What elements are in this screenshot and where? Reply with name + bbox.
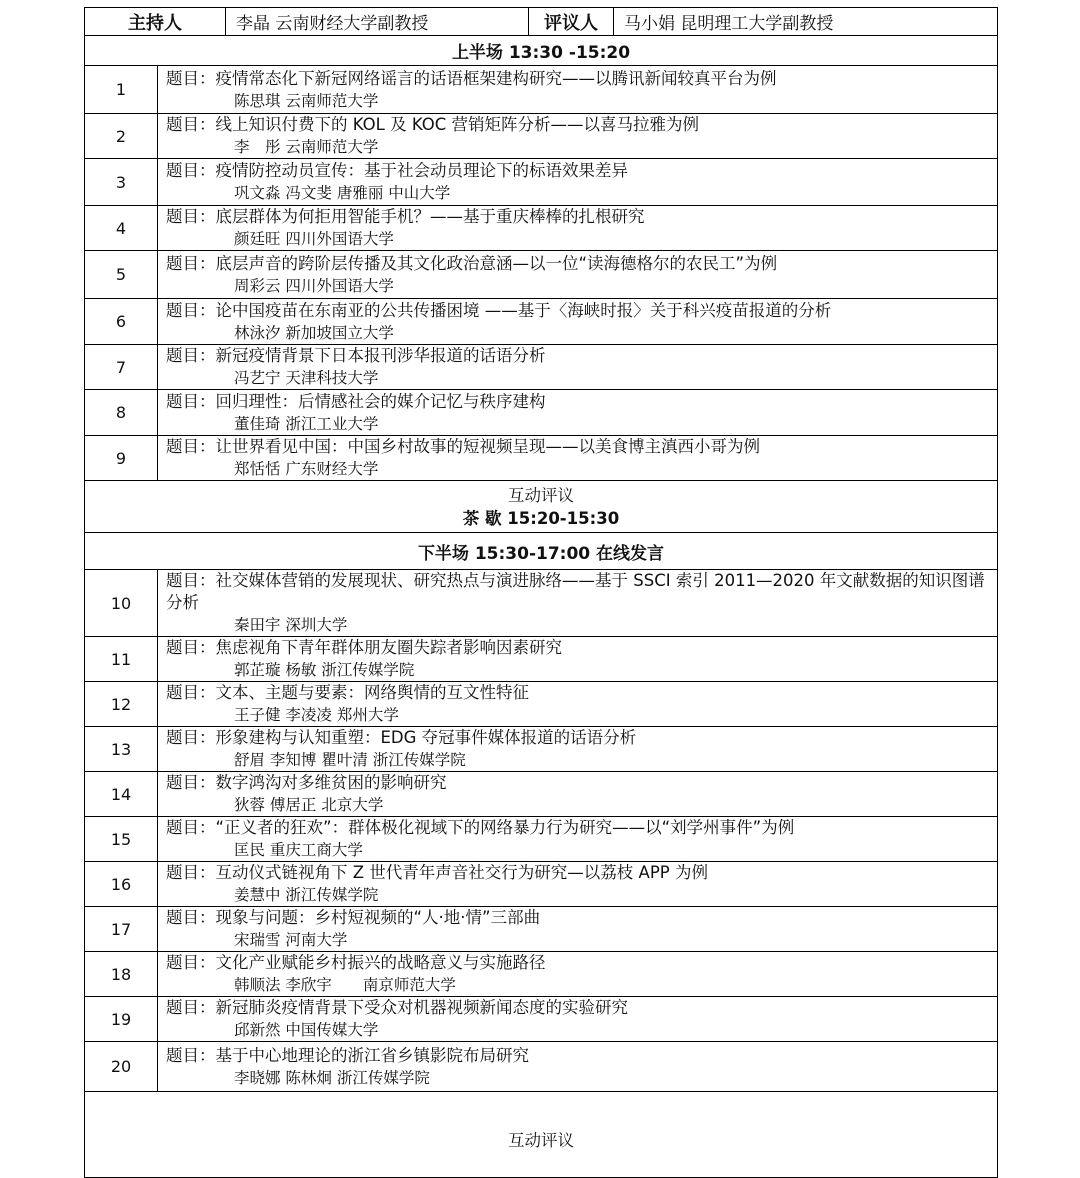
paper-title: 题目：底层群体为何拒用智能手机？——基于重庆棒棒的扎根研究 <box>166 207 645 226</box>
closing-review-label: 互动评议 <box>85 1092 998 1178</box>
session-row <box>85 637 998 682</box>
row-number: 3 <box>85 159 158 206</box>
break-cell <box>85 481 998 533</box>
interactive-review-label: 互动评议 <box>508 485 574 505</box>
paper-title: 题目：疫情常态化下新冠网络谣言的话语框架建构研究——以腾讯新闻较真平台为例 <box>166 68 777 88</box>
session-row <box>85 907 998 952</box>
reviewer-label: 评议人 <box>529 8 614 36</box>
row-content <box>158 907 998 952</box>
row-number: 16 <box>85 862 158 907</box>
session-row <box>85 299 998 345</box>
row-content <box>158 817 998 862</box>
reviewer-value: 马小娟 昆明理工大学副教授 <box>614 8 998 36</box>
row-content <box>158 570 998 637</box>
paper-title: 题目：底层声音的跨阶层传播及其文化政治意涵—以一位“读海德格尔的农民工”为例 <box>166 253 778 273</box>
row-content <box>158 1042 998 1092</box>
session-row <box>85 862 998 907</box>
row-number: 20 <box>85 1042 158 1092</box>
paper-title: 题目：文本、主题与要素：网络舆情的互文性特征 <box>166 683 529 702</box>
paper-title: 题目：让世界看见中国：中国乡村故事的短视频呈现——以美食博主滇西小哥为例 <box>166 437 760 456</box>
row-content <box>158 251 998 299</box>
row-number: 17 <box>85 907 158 952</box>
paper-title: 题目：论中国疫苗在东南亚的公共传播困境 ——基于〈海峡时报〉关于科兴疫苗报道的分析 <box>166 300 832 320</box>
paper-title: 题目：互动仪式链视角下 Z 世代青年声音社交行为研究—以荔枝 APP 为例 <box>166 863 708 882</box>
paper-author: 王子健 李凌凌 郑州大学 <box>234 706 399 724</box>
row-number: 8 <box>85 390 158 436</box>
row-content <box>158 299 998 345</box>
paper-author: 姜慧中 浙江传媒学院 <box>234 886 379 904</box>
row-number: 14 <box>85 772 158 817</box>
row-content <box>158 637 998 682</box>
session-row <box>85 772 998 817</box>
paper-author: 林泳汐 新加坡国立大学 <box>234 323 394 342</box>
first-half-title: 上半场 13:30 -15:20 <box>85 36 998 66</box>
row-content <box>158 206 998 251</box>
row-number: 1 <box>85 66 158 114</box>
paper-author: 宋瑞雪 河南大学 <box>234 931 348 949</box>
paper-title: 题目：新冠肺炎疫情背景下受众对机器视频新闻态度的实验研究 <box>166 998 628 1017</box>
first-half-header-row <box>85 36 998 66</box>
row-number: 18 <box>85 952 158 997</box>
paper-title: 题目：基于中心地理论的浙江省乡镇影院布局研究 <box>166 1045 529 1065</box>
paper-author: 狄蓉 傅居正 北京大学 <box>234 796 384 814</box>
session-row <box>85 206 998 251</box>
row-number: 13 <box>85 727 158 772</box>
row-content <box>158 772 998 817</box>
row-content <box>158 159 998 206</box>
paper-title: 题目：线上知识付费下的 KOL 及 KOC 营销矩阵分析——以喜马拉雅为例 <box>166 115 700 134</box>
break-row <box>85 481 998 533</box>
paper-author: 巩文淼 冯文斐 唐雅丽 中山大学 <box>234 184 451 202</box>
session-row <box>85 436 998 481</box>
paper-author: 李晓娜 陈林炯 浙江传媒学院 <box>234 1068 430 1087</box>
paper-title: 题目：回归理性：后情感社会的媒介记忆与秩序建构 <box>166 391 546 411</box>
paper-title: 题目：社交媒体营销的发展现状、研究热点与演进脉络——基于 SSCI 索引 2011—2020 年文献数据的知识图谱分析 <box>166 571 985 612</box>
paper-title: 题目：“正义者的狂欢”：群体极化视域下的网络暴力行为研究——以“刘学州事件”为例 <box>166 818 795 837</box>
paper-title: 题目：焦虑视角下青年群体朋友圈失踪者影响因素研究 <box>166 638 562 657</box>
session-row <box>85 952 998 997</box>
session-row <box>85 727 998 772</box>
row-number: 2 <box>85 114 158 159</box>
session-row <box>85 251 998 299</box>
row-content <box>158 436 998 481</box>
row-content <box>158 114 998 159</box>
session-row <box>85 570 998 637</box>
row-number: 11 <box>85 637 158 682</box>
row-number: 15 <box>85 817 158 862</box>
paper-title: 题目：疫情防控动员宣传：基于社会动员理论下的标语效果差异 <box>166 161 628 180</box>
row-content <box>158 997 998 1042</box>
row-number: 19 <box>85 997 158 1042</box>
row-number: 4 <box>85 206 158 251</box>
paper-author: 颜廷旺 四川外国语大学 <box>234 230 394 248</box>
row-content <box>158 390 998 436</box>
paper-author: 冯艺宁 天津科技大学 <box>234 369 379 387</box>
paper-title: 题目：文化产业赋能乡村振兴的战略意义与实施路径 <box>166 953 546 972</box>
host-label: 主持人 <box>85 8 226 36</box>
paper-author: 陈思琪 云南师范大学 <box>234 91 379 110</box>
paper-author: 董佳琦 浙江工业大学 <box>234 414 379 433</box>
paper-title: 题目：新冠疫情背景下日本报刊涉华报道的话语分析 <box>166 346 546 365</box>
session-row <box>85 114 998 159</box>
row-content <box>158 345 998 390</box>
session-row <box>85 1042 998 1092</box>
closing-row <box>85 1092 998 1178</box>
paper-author: 匡民 重庆工商大学 <box>234 841 363 859</box>
paper-title: 题目：现象与问题：乡村短视频的“人·地·情”三部曲 <box>166 908 541 927</box>
row-content <box>158 862 998 907</box>
host-value: 李晶 云南财经大学副教授 <box>226 8 529 36</box>
row-content <box>158 727 998 772</box>
session-row <box>85 159 998 206</box>
paper-title: 题目：数字鸿沟对多维贫困的影响研究 <box>166 773 447 792</box>
session-row <box>85 997 998 1042</box>
row-number: 9 <box>85 436 158 481</box>
session-row <box>85 817 998 862</box>
row-content <box>158 66 998 114</box>
paper-author: 邱新然 中国传媒大学 <box>234 1021 379 1039</box>
schedule-table <box>84 7 998 1178</box>
paper-author: 秦田宇 深圳大学 <box>234 616 348 634</box>
tea-break-label: 茶 歇 15:20-15:30 <box>462 508 620 528</box>
paper-author: 郭芷璇 杨敏 浙江传媒学院 <box>234 661 415 679</box>
paper-author: 李 彤 云南师范大学 <box>234 138 379 156</box>
session-row <box>85 345 998 390</box>
row-number: 6 <box>85 299 158 345</box>
session-row <box>85 682 998 727</box>
row-content <box>158 952 998 997</box>
paper-author: 郑恬恬 广东财经大学 <box>234 460 379 478</box>
paper-author: 周彩云 四川外国语大学 <box>234 276 394 295</box>
paper-title: 题目：形象建构与认知重塑：EDG 夺冠事件媒体报道的话语分析 <box>166 728 637 747</box>
paper-author: 韩顺法 李欣宇 南京师范大学 <box>234 976 456 994</box>
second-half-title: 下半场 15:30-17:00 在线发言 <box>85 533 998 570</box>
session-row <box>85 66 998 114</box>
paper-author: 舒眉 李知博 瞿叶清 浙江传媒学院 <box>234 751 466 769</box>
row-content <box>158 682 998 727</box>
row-number: 10 <box>85 570 158 637</box>
row-number: 7 <box>85 345 158 390</box>
second-half-header-row <box>85 533 998 570</box>
session-row <box>85 390 998 436</box>
header-row <box>85 8 998 36</box>
row-number: 12 <box>85 682 158 727</box>
row-number: 5 <box>85 251 158 299</box>
